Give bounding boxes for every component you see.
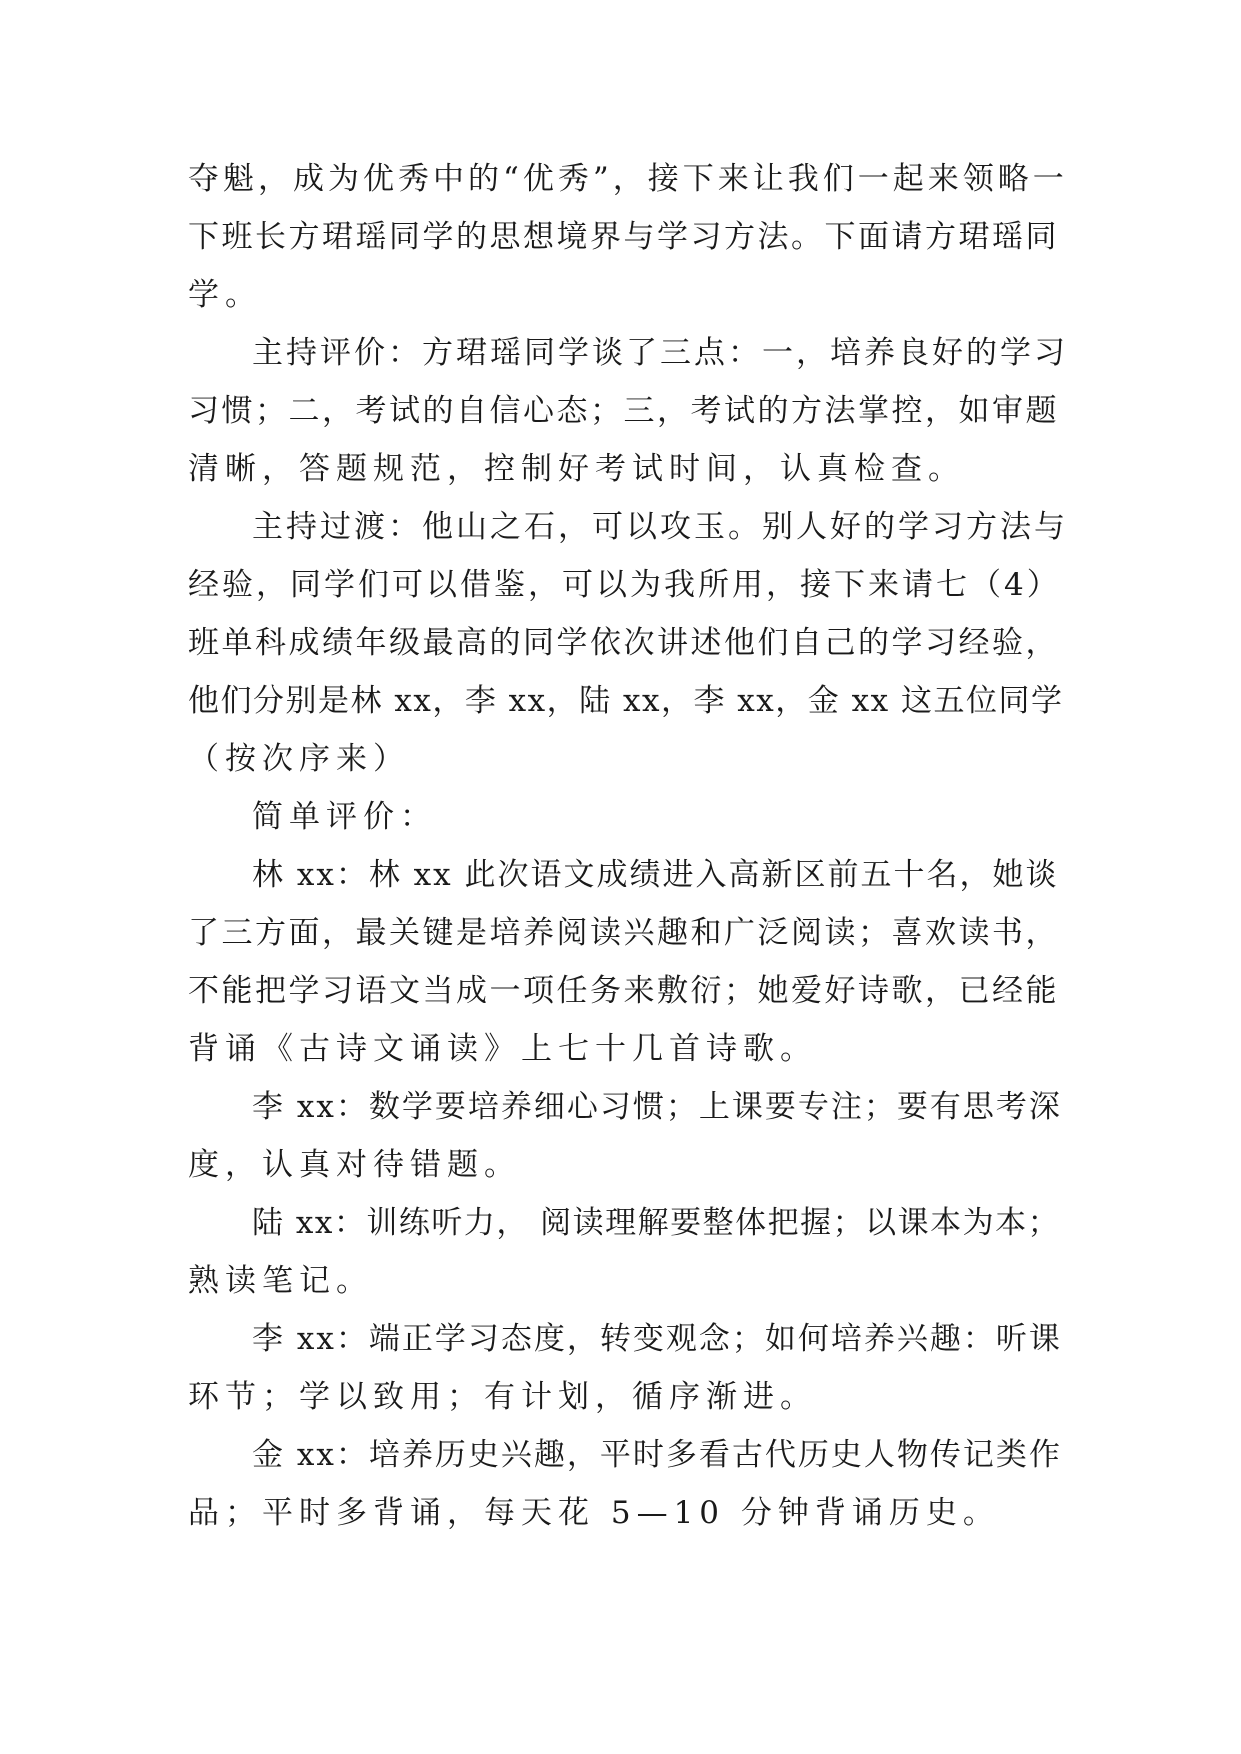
paragraph-lu: 陆 xx：训练听力， 阅读理解要整体把握；以课本为本；	[252, 1205, 1061, 1241]
text-line: 背诵《古诗文诵读》上七十几首诗歌。	[188, 1031, 817, 1067]
paragraph-li-attitude: 李 xx：端正学习态度，转变观念；如何培养兴趣：听课	[252, 1321, 1062, 1357]
paragraph-li-math: 李 xx：数学要培养细心习惯；上课要专注；要有思考深	[252, 1089, 1062, 1125]
text-line: 班单科成绩年级最高的同学依次讲述他们自己的学习经验，	[188, 625, 1059, 661]
text-line: 经验，同学们可以借鉴，可以为我所用，接下来请七（4）	[188, 567, 1061, 603]
text-line: 习惯；二，考试的自信心态；三，考试的方法掌控，如审题	[188, 393, 1059, 429]
text-line: 了三方面，最关键是培养阅读兴趣和广泛阅读；喜欢读书，	[188, 915, 1059, 951]
text-line: 学。	[188, 277, 262, 313]
text-line: 夺魁，成为优秀中的“优秀”，接下来让我们一起来领略一	[188, 161, 1068, 197]
text-line: 他们分别是林 xx，李 xx，陆 xx，李 xx，金 xx 这五位同学	[188, 683, 1064, 719]
text-line: 熟读笔记。	[188, 1263, 373, 1299]
document-body	[188, 150, 1068, 1542]
text-line: 环节；学以致用；有计划，循序渐进。	[188, 1379, 817, 1415]
text-line: 清晰，答题规范，控制好考试时间，认真检查。	[188, 451, 965, 487]
paragraph-host-comment: 主持评价：方珺瑶同学谈了三点：一，培养良好的学习	[252, 335, 1068, 371]
text-line: 下班长方珺瑶同学的思想境界与学习方法。下面请方珺瑶同	[188, 219, 1059, 255]
paragraph-brief-comment: 简单评价：	[252, 799, 437, 835]
text-line: 度，认真对待错题。	[188, 1147, 521, 1183]
text-line: （按次序来）	[188, 741, 410, 777]
paragraph-lin: 林 xx：林 xx 此次语文成绩进入高新区前五十名，她谈	[252, 857, 1059, 893]
text-line: 品；平时多背诵，每天花 5—10 分钟背诵历史。	[188, 1495, 1000, 1531]
text-line: 不能把学习语文当成一项任务来敷衍；她爱好诗歌，已经能	[188, 973, 1059, 1009]
paragraph-host-transition: 主持过渡：他山之石，可以攻玉。别人好的学习方法与	[252, 509, 1068, 545]
paragraph-jin: 金 xx：培养历史兴趣，平时多看古代历史人物传记类作	[252, 1437, 1062, 1473]
